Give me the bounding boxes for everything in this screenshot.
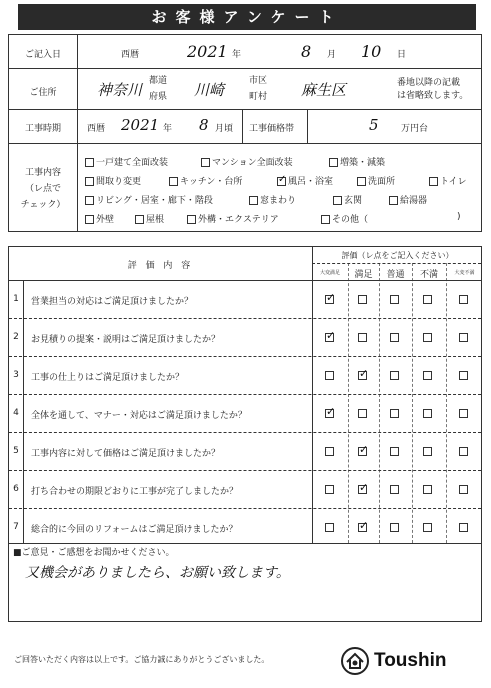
pref-unit-1: 都道 (149, 76, 168, 86)
work-item[interactable]: 間取り変更 (85, 174, 141, 187)
page-title: お客様アンケート (18, 4, 476, 30)
checkbox-icon[interactable] (135, 215, 144, 224)
question-number: 2 (13, 332, 19, 342)
checkbox-icon[interactable] (389, 196, 398, 205)
address-city: 川崎 (194, 81, 225, 99)
checkbox-icon[interactable] (85, 158, 94, 167)
rating-checkbox[interactable] (423, 295, 432, 304)
comments-label: ■ご意見・ご感想をお聞かせください。 (13, 548, 175, 558)
question-text: 工事内容に対して価格はご満足頂けましたか？ (31, 449, 221, 459)
address-prefecture: 神奈川 (97, 81, 143, 99)
rating-checkbox[interactable] (459, 371, 468, 380)
rating-level-label: 満足 (354, 270, 373, 280)
rating-checkbox[interactable] (358, 333, 367, 342)
question-text: 営業担当の対応はご満足頂けましたか？ (31, 297, 194, 307)
question-text: お見積りの提案・説明はご満足頂けましたか？ (31, 335, 221, 345)
question-number: 6 (13, 484, 19, 494)
question-number: 4 (13, 408, 19, 418)
checkbox-icon[interactable] (321, 215, 330, 224)
rating-checkbox[interactable] (390, 333, 399, 342)
comments-text[interactable]: 又機会がありましたら、お願い致します。 (25, 565, 290, 581)
checkbox-icon[interactable] (85, 196, 94, 205)
rating-checkbox[interactable] (423, 523, 432, 532)
question-number: 5 (13, 446, 19, 456)
work-item[interactable]: 外壁 (85, 212, 114, 225)
rating-checkbox[interactable] (390, 295, 399, 304)
question-number: 3 (13, 370, 19, 380)
date-era-label: 西暦 (121, 50, 140, 60)
rating-checkbox[interactable] (423, 485, 432, 494)
rating-level-label: 大変満足 (319, 270, 340, 276)
period-era-label: 西暦 (87, 124, 106, 134)
checkbox-icon[interactable] (85, 215, 94, 224)
checkbox-checked-icon[interactable] (277, 177, 286, 186)
checkbox-icon[interactable] (85, 177, 94, 186)
content-label-3: チェック） (20, 200, 66, 210)
period-month-unit: 月頃 (215, 124, 234, 134)
date-label: ご記入日 (24, 50, 61, 60)
address-district: 麻生区 (301, 81, 347, 99)
checkbox-icon[interactable] (169, 177, 178, 186)
work-item[interactable]: ✓ 風呂・浴室 (277, 174, 333, 187)
checkbox-icon[interactable] (357, 177, 366, 186)
pref-unit-2: 府県 (149, 92, 168, 102)
rating-checkbox[interactable] (459, 333, 468, 342)
rating-level-label: 不満 (419, 270, 438, 280)
other-close-paren: ) (457, 212, 461, 222)
rating-checkbox[interactable] (390, 447, 399, 456)
date-month: 8 (301, 42, 312, 61)
address-note-2: は省略致します。 (397, 91, 469, 101)
rating-checkbox-checked[interactable] (358, 523, 367, 532)
checkbox-icon[interactable] (429, 177, 438, 186)
checkbox-icon[interactable] (187, 215, 196, 224)
date-day-unit: 日 (397, 50, 407, 60)
work-item[interactable]: 玄関 (333, 193, 362, 206)
comments-section (8, 544, 482, 622)
date-day: 10 (361, 42, 382, 61)
date-month-unit: 月 (327, 50, 337, 60)
footer-text: ご回答いただく内容は以上です。ご協力誠にありがとうございました。 (14, 655, 270, 664)
checkbox-icon[interactable] (333, 196, 342, 205)
rating-checkbox-checked[interactable] (325, 295, 334, 304)
rating-checkbox[interactable] (459, 485, 468, 494)
rating-checkbox-checked[interactable] (325, 409, 334, 418)
rating-checkbox-checked[interactable] (358, 371, 367, 380)
period-label: 工事時期 (24, 124, 61, 134)
rating-checkbox[interactable] (459, 409, 468, 418)
date-year-unit: 年 (232, 50, 242, 60)
work-item[interactable]: トイレ (429, 174, 467, 187)
evaluation-header: 評 価 内 容 (127, 261, 194, 271)
question-number: 7 (13, 522, 19, 532)
price-unit: 万円台 (401, 124, 429, 134)
evaluation-table (8, 246, 482, 544)
rating-checkbox[interactable] (423, 333, 432, 342)
rating-checkbox[interactable] (358, 295, 367, 304)
address-label: ご住所 (29, 88, 57, 98)
period-year: 2021 (121, 116, 160, 134)
rating-checkbox[interactable] (459, 523, 468, 532)
date-year: 2021 (187, 42, 228, 61)
rating-checkbox[interactable] (358, 409, 367, 418)
checkbox-icon[interactable] (249, 196, 258, 205)
company-logo (340, 646, 480, 676)
rating-checkbox[interactable] (390, 409, 399, 418)
rating-checkbox-checked[interactable] (358, 447, 367, 456)
work-item[interactable]: キッチン・台所 (169, 174, 242, 187)
rating-checkbox[interactable] (423, 371, 432, 380)
work-item[interactable]: 増築・減築 (329, 155, 385, 168)
rating-checkbox[interactable] (325, 523, 334, 532)
work-item[interactable]: リビング・居室・廊下・階段 (85, 193, 213, 206)
rating-checkbox[interactable] (423, 409, 432, 418)
rating-level-label: 普通 (386, 270, 405, 280)
question-text: 工事の仕上りはご満足頂けましたか？ (31, 373, 185, 383)
work-item[interactable]: 外構・エクステリア (187, 212, 279, 225)
work-item[interactable]: マンション全面改装 (201, 155, 293, 168)
rating-checkbox[interactable] (390, 523, 399, 532)
info-section (8, 34, 482, 232)
price-label: 工事価格帯 (249, 124, 295, 134)
city-unit-2: 町村 (249, 92, 268, 102)
content-label-1: 工事内容 (24, 168, 61, 178)
work-item[interactable]: 窓まわり (249, 193, 296, 206)
house-logo-icon (340, 646, 370, 676)
work-item[interactable]: 屋根 (135, 212, 164, 225)
period-year-unit: 年 (163, 124, 173, 134)
rating-checkbox[interactable] (390, 485, 399, 494)
rating-checkbox[interactable] (325, 485, 334, 494)
rating-header: 評価（レ点をご記入ください） (341, 251, 454, 260)
question-number: 1 (13, 294, 19, 304)
checkbox-icon[interactable] (201, 158, 210, 167)
question-text: 打ち合わせの期限どおりに工事が完了しましたか？ (31, 487, 239, 497)
rating-checkbox-checked[interactable] (358, 485, 367, 494)
city-unit-1: 市区 (249, 76, 268, 86)
price-value: 5 (369, 116, 379, 134)
rating-checkbox[interactable] (423, 447, 432, 456)
work-item[interactable]: 一戸建て全面改装 (85, 155, 168, 168)
logo-text: Toushin (374, 650, 447, 671)
content-label-2: （レ点で (24, 184, 61, 194)
rating-checkbox[interactable] (325, 447, 334, 456)
rating-checkbox-checked[interactable] (325, 333, 334, 342)
address-note-1: 番地以降の記載 (397, 78, 461, 88)
question-text: 全体を通して、マナー・対応はご満足頂けましたか？ (31, 411, 247, 421)
period-month: 8 (199, 116, 209, 134)
work-item[interactable]: 洗面所 (357, 174, 395, 187)
checkbox-icon[interactable] (329, 158, 338, 167)
work-item[interactable]: 給湯器 (389, 193, 427, 206)
rating-checkbox[interactable] (325, 371, 334, 380)
question-text: 総合的に今回のリフォームはご満足頂けましたか？ (31, 525, 238, 535)
rating-checkbox[interactable] (390, 371, 399, 380)
rating-checkbox[interactable] (459, 447, 468, 456)
work-item[interactable]: その他（ (321, 212, 368, 225)
rating-checkbox[interactable] (459, 295, 468, 304)
rating-level-label: 大変不満 (454, 270, 475, 276)
